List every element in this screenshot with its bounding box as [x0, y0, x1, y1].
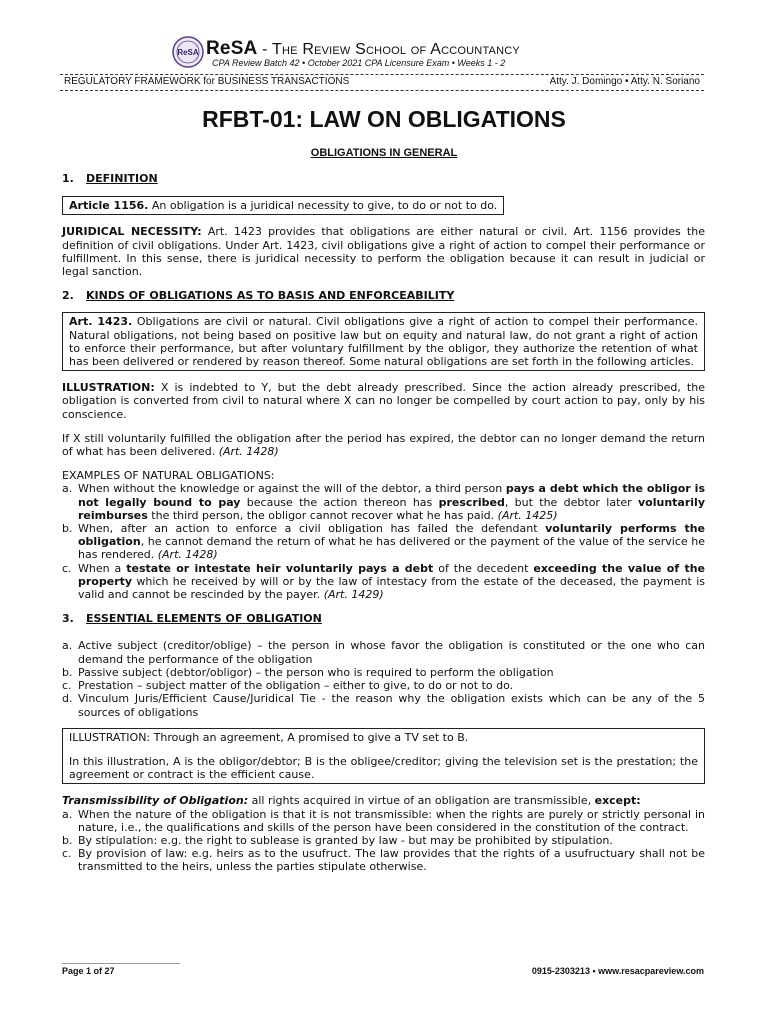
tv-illustration-box: ILLUSTRATION: Through an agreement, A promised to give a TV set to B. In this illustration, A is the obligor/debtor; B is the obligee/creditor; giving the television set is the prestation; the agreement or contract is the efficient cause.: [62, 728, 705, 785]
list-item: c. When a testate or intestate heir voluntarily pays a debt of the decedent exceeding the value of the property which he received by will or by the law of intestacy from the estate of the deceased, the payment is valid and cannot be rescinded by the payer. (Art. 1429): [62, 561, 705, 602]
list-item: d. Vinculum Juris/Efficient Cause/Juridical Tie - the reason why the obligation exists which can be any of the 5 sources of obligations: [62, 692, 705, 719]
section-title: OBLIGATIONS IN GENERAL: [310, 147, 458, 159]
subject-bar: [60, 74, 704, 91]
document-body: [62, 172, 705, 874]
transmissibility-paragraph: Transmissibility of Obligation: all rights acquired in virtue of an obligation are transmissible, except:: [62, 794, 641, 808]
article-1156-box: Article 1156. An obligation is a juridical necessity to give, to do or not to do.: [62, 196, 504, 215]
juridical-necessity-paragraph: JURIDICAL NECESSITY: Art. 1423 provides that obligations are either natural or civil. Art. 1156 provides the definition of civil obligations. Under Art. 1423, civil obligations give a right of action to compel their performance or fulfillment. In this sense, there is juridical necessity to perform the obligation because it can result in judicial or legal sanction.: [62, 225, 705, 279]
voluntary-fulfillment-paragraph: If X still voluntarily fulfilled the obligation after the period has expired, the debtor can no longer demand the return of what has been delivered. (Art. 1428): [62, 431, 705, 459]
resa-logo: [172, 36, 204, 68]
transmissibility-list: [62, 808, 705, 874]
contact-info: 0915-2303213 • www.resacpareview.com: [531, 966, 704, 976]
heading-definition: 1. DEFINITION: [62, 172, 158, 185]
elements-list: [62, 639, 705, 718]
illustration-paragraph: ILLUSTRATION: X is indebted to Y, but the debt already prescribed. Since the action already prescribed, the obligation is converted from civil to natural where X can no longer be compelled by court action to pay, only by his conscience.: [62, 381, 705, 421]
article-1423-box: Art. 1423. Obligations are civil or natural. Civil obligations give a right of action to compel their performance. Natural obligations, not being based on positive law but on equity and natural law, do not grant a right of action to enforce their performance, but after voluntary fulfillment by the obligor, they authorize the retention of what has been delivered or rendered by reason thereof. Some natural obligations are set forth in the following articles.: [62, 312, 705, 371]
heading-kinds: 2. KINDS OF OBLIGATIONS AS TO BASIS AND ENFORCEABILITY: [62, 289, 455, 303]
document-title: RFBT-01: LAW ON OBLIGATIONS: [202, 106, 566, 132]
list-item: b. Passive subject (debtor/obligor) – the person who is required to perform the obligation: [62, 665, 554, 679]
heading-essential-elements: 3. ESSENTIAL ELEMENTS OF OBLIGATION: [62, 612, 322, 626]
examples-label: EXAMPLES OF NATURAL OBLIGATIONS:: [62, 469, 275, 483]
list-item: b. When, after an action to enforce a civil obligation has failed the defendant voluntarily performs the obligation, he cannot demand the return of what he has delivered or the payment of the value of the service he has rendered. (Art. 1428): [62, 522, 705, 562]
footer-divider: [62, 963, 180, 964]
subject: REGULATORY FRAMEWORK for BUSINESS TRANSACTIONS: [64, 76, 350, 87]
list-item: b. By stipulation: e.g. the right to sublease is granted by law - but may be prohibited by stipulation.: [62, 833, 613, 847]
page-number: Page 1 of 27: [62, 966, 115, 976]
authors: Atty. J. Domingo • Atty. N. Soriano: [549, 76, 700, 87]
list-item: a. Active subject (creditor/oblige) – the person in whose favor the obligation is constituted or the one who can demand the performance of the obligation: [62, 639, 705, 666]
svg-text:ReSA: ReSA: [177, 48, 199, 57]
brand-title: ReSA - The Review School of Accountancy: [206, 38, 520, 59]
list-item: c. Prestation – subject matter of the obligation – either to give, to do or not to do.: [62, 679, 514, 693]
list-item: a. When the nature of the obligation is that it is not transmissible: when the rights are purely or strictly personal in nature, i.e., the qualifications and skills of the person have been considered in the constitution of the contract.: [62, 807, 705, 834]
list-item: a. When without the knowledge or against the will of the debtor, a third person pays a debt which the obligor is not legally bound to pay because the action thereon has prescribed, but the debtor later voluntarily reimburses the third person, the obligor cannot recover what he has paid. (Art. 1425): [62, 482, 705, 522]
list-item: c. By provision of law: e.g. heirs as to the usufruct. The law provides that the rights of a usufructuary shall not be transmitted to the heirs, unless the parties stipulate otherwise.: [62, 847, 705, 874]
natural-obligations-list: [62, 482, 705, 601]
subheader: CPA Review Batch 42 • October 2021 CPA Licensure Exam • Weeks 1 - 2: [212, 58, 506, 68]
